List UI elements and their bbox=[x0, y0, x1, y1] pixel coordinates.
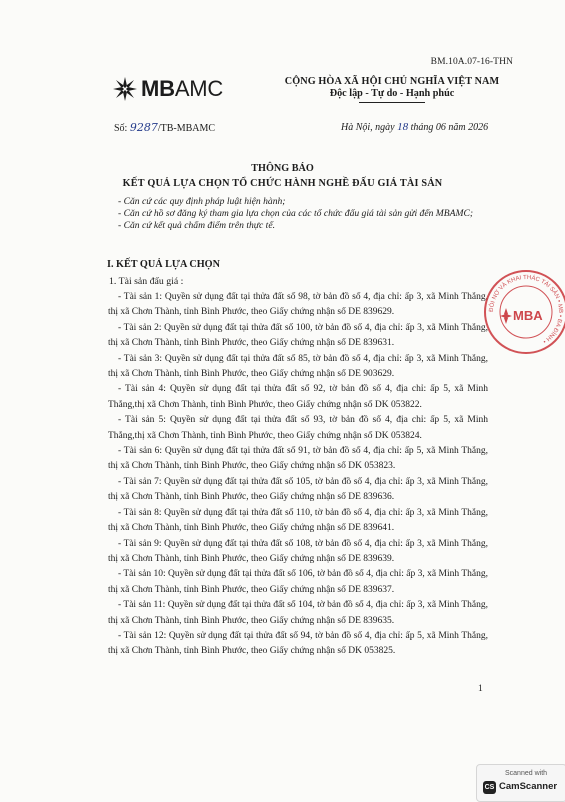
legal-basis-item: - Căn cứ hồ sơ đăng ký tham gia lựa chọn của các tổ chức đấu giá tài sản gửi đến MBAMC; bbox=[118, 208, 474, 219]
legal-bases bbox=[118, 196, 488, 232]
asset-item: - Tài sản 7: Quyền sử dụng đất tại thửa đất số 105, tờ bản đồ số 4, địa chỉ: ấp 3, xã Minh Thắng, thị xã Chơn Thành, tỉnh Bình Phước, theo Giấy chứng nhận số DE 839636. bbox=[108, 476, 488, 503]
legal-basis-item: - Căn cứ kết quả chấm điểm trên thực tế. bbox=[118, 220, 275, 231]
motto-underline bbox=[359, 102, 425, 103]
national-motto: Độc lập - Tự do - Hạnh phúc bbox=[329, 88, 455, 99]
asset-item: - Tài sản 1: Quyền sử dụng đất tại thửa đất số 98, tờ bản đồ số 4, địa chỉ: ấp 3, xã Minh Thắng, thị xã Chơn Thành, tỉnh Bình Phước, theo Giấy chứng nhận số DE 839629. bbox=[108, 292, 488, 318]
asset-item: - Tài sản 11: Quyền sử dụng đất tại thửa đất số 104, tờ bản đồ số 4, địa chỉ: ấp 3, xã Minh Thắng, thị xã Chơn Thành, tỉnh Bình Phước, theo Giấy chứng nhận số DE 839635. bbox=[108, 600, 488, 626]
asset-item: - Tài sản 12: Quyền sử dụng đất tại thửa đất số 94, tờ bản đồ số 4, địa chỉ: ấp 5, xã Minh Thắng, thị xã Chơn Thành, tỉnh Bình Phước, theo Giấy chứng nhận số DK 053825. bbox=[108, 630, 488, 657]
mbamc-logo bbox=[112, 76, 223, 102]
document-title: THÔNG BÁO bbox=[251, 163, 314, 174]
asset-item: - Tài sản 4: Quyền sử dụng đất tại thửa đất số 92, tờ bản đồ số 4, địa chỉ: ấp 5, xã Minh Thắng,thị xã Chơn Thành, tỉnh Bình Phước, theo Giấy chứng nhận số DK 053822. bbox=[108, 384, 488, 410]
asset-item: - Tài sản 8: Quyền sử dụng đất tại thửa đất số 110, tờ bản đồ số 4, địa chỉ: ấp 3, xã Minh Thắng, thị xã Chơn Thành, tỉnh Bình Phước, theo Giấy chứng nhận số DE 839641. bbox=[108, 507, 488, 534]
scanner-name: CamScanner bbox=[499, 781, 558, 792]
logo-wordmark: MBAMC bbox=[141, 76, 224, 101]
asset-item: - Tài sản 10: Quyền sử dụng đất tại thửa đất số 106, tờ bản đồ số 4, địa chỉ: ấp 3, xã Minh Thắng, thị xã Chơn Thành, tỉnh Bình Phước, theo Giấy chứng nhận số DE 839637. bbox=[108, 569, 488, 595]
document-subtitle: KẾT QUẢ LỰA CHỌN TỔ CHỨC HÀNH NGHỀ ĐẤU GIÁ TÀI SẢN bbox=[122, 178, 443, 189]
handwritten-day: 18 bbox=[397, 121, 409, 133]
assets-subheading: 1. Tài sản đấu giá : bbox=[109, 276, 184, 287]
asset-item: - Tài sản 3: Quyền sử dụng đất tại thửa đất số 85, tờ bản đồ số 4, địa chỉ: ấp 3, xã Minh Thắng, thị xã Chơn Thành, tỉnh Bình Phước, theo Giấy chứng nhận số DE 903629. bbox=[108, 353, 488, 380]
section-heading: I. KẾT QUẢ LỰA CHỌN bbox=[107, 259, 220, 270]
asset-item: - Tài sản 6: Quyền sử dụng đất tại thửa đất số 91, tờ bản đồ số 4, địa chỉ: ấp 5, xã Minh Thắng, thị xã Chơn Thành, tỉnh Bình Phước, theo Giấy chứng nhận số DK 053823. bbox=[108, 446, 488, 472]
seal-text: MBA bbox=[513, 308, 543, 323]
place-date: Hà Nội, ngày 18 tháng 06 năm 2026 bbox=[341, 121, 489, 133]
asset-item: - Tài sản 5: Quyền sử dụng đất tại thửa đất số 93, tờ bản đồ số 4, địa chỉ: ấp 5, xã Minh Thắng,thị xã Chơn Thành, tỉnh Bình Phước, theo Giấy chứng nhận số DK 053824. bbox=[108, 415, 488, 441]
camscanner-badge bbox=[476, 764, 565, 802]
form-code: BM.10A.07-16-THN bbox=[430, 57, 513, 67]
camscanner-icon: CS bbox=[483, 781, 496, 794]
company-seal bbox=[482, 268, 565, 356]
handwritten-number: 9287 bbox=[129, 121, 158, 134]
asset-item: - Tài sản 2: Quyền sử dụng đất tại thửa đất số 100, tờ bản đồ số 4, địa chỉ: ấp 3, xã Minh Thắng, thị xã Chơn Thành, tỉnh Bình Phước, theo Giấy chứng nhận số DE 839631. bbox=[108, 322, 488, 349]
scanner-caption: Scanned with bbox=[505, 770, 548, 777]
mb-star-icon bbox=[112, 76, 138, 102]
national-title: CỘNG HÒA XÃ HỘI CHỦ NGHĨA VIỆT NAM bbox=[284, 76, 500, 87]
legal-basis-item: - Căn cứ các quy định pháp luật hiện hành; bbox=[118, 196, 286, 207]
asset-item: - Tài sản 9: Quyền sử dụng đất tại thửa đất số 108, tờ bản đồ số 4, địa chỉ: ấp 3, xã Minh Thắng, thị xã Chơn Thành, tỉnh Bình Phước, theo Giấy chứng nhận số DE 839639. bbox=[108, 538, 488, 564]
svg-text:ĐÒI NỢ VÀ KHAI THÁC TÀI SẢN •: ĐÒI NỢ VÀ KHAI THÁC TÀI SẢN • MB • BA ĐÌNH • bbox=[488, 274, 564, 344]
document-number: Số: 9287/TB-MBAMC bbox=[114, 121, 216, 134]
national-header bbox=[272, 76, 512, 103]
asset-list bbox=[108, 290, 488, 660]
page-number: 1 bbox=[478, 684, 483, 694]
